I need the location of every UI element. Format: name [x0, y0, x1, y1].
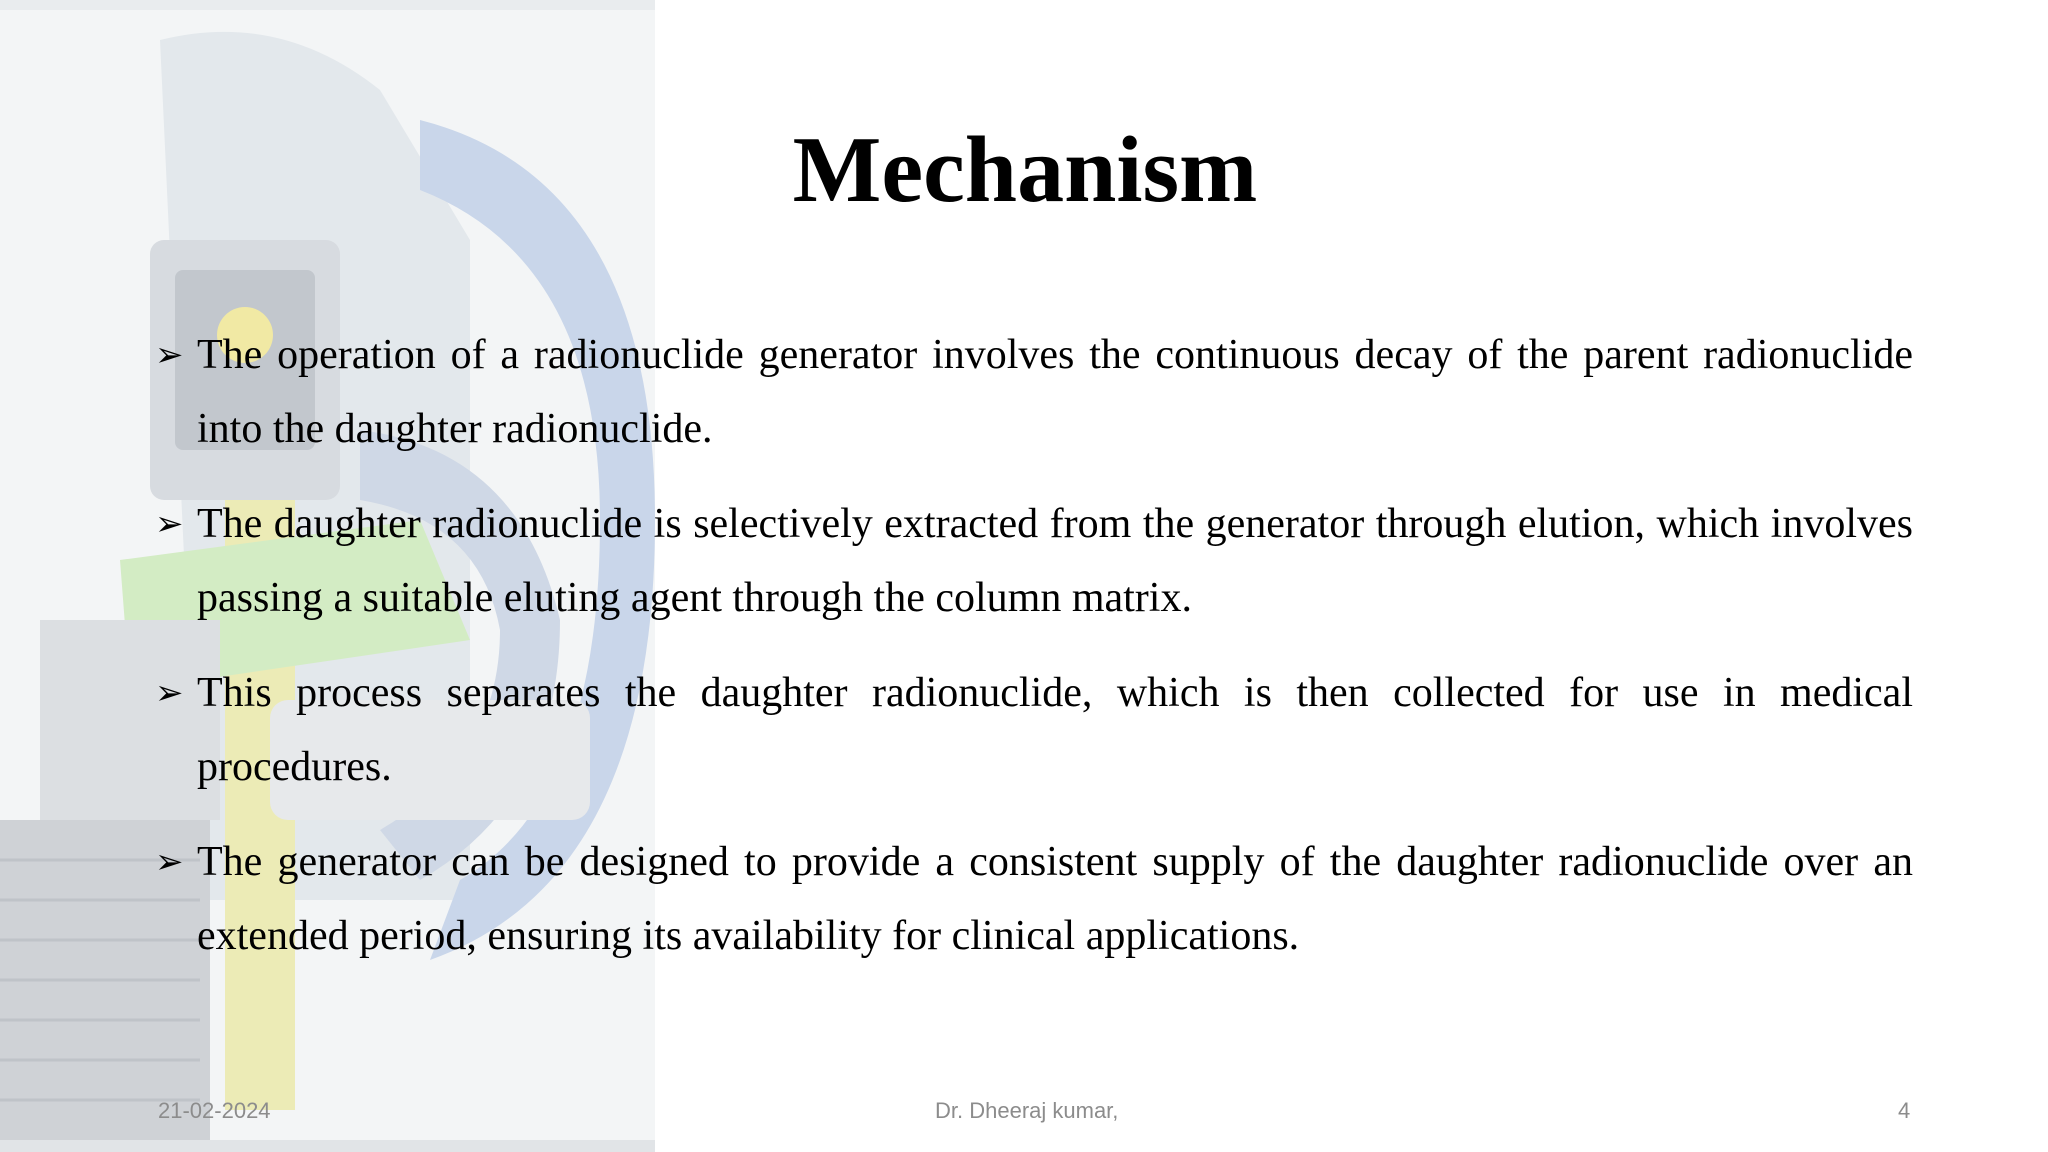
bullet-item: [155, 656, 1913, 804]
bullet-item: [155, 487, 1913, 635]
bullet-list: [155, 318, 1913, 994]
bullet-text: The generator can be designed to provide a consistent supply of the daughter radionuclide over an extended period, ensuring its availability for clinical applications.: [197, 839, 1913, 959]
footer-author: Dr. Dheeraj kumar,: [935, 1098, 1119, 1123]
bullet-text: The daughter radionuclide is selectively extracted from the generator through elution, which involves passing a suitable eluting agent through the column matrix.: [197, 501, 1913, 621]
bullet-item: [155, 318, 1913, 466]
bullet-text: The operation of a radionuclide generator involves the continuous decay of the parent radionuclide into the daughter radionuclide.: [197, 332, 1913, 452]
bullet-item: [155, 825, 1913, 973]
footer-page-number: 4: [1898, 1098, 1911, 1123]
footer-date: 21-02-2024: [158, 1098, 271, 1123]
arrow-bullet-icon: ➢: [155, 504, 184, 544]
bullet-text: This process separates the daughter radionuclide, which is then collected for use in medical procedures.: [197, 670, 1913, 790]
slide-title: Mechanism: [792, 118, 1258, 222]
arrow-bullet-icon: ➢: [155, 335, 184, 375]
arrow-bullet-icon: ➢: [155, 673, 184, 713]
arrow-bullet-icon: ➢: [155, 842, 184, 882]
